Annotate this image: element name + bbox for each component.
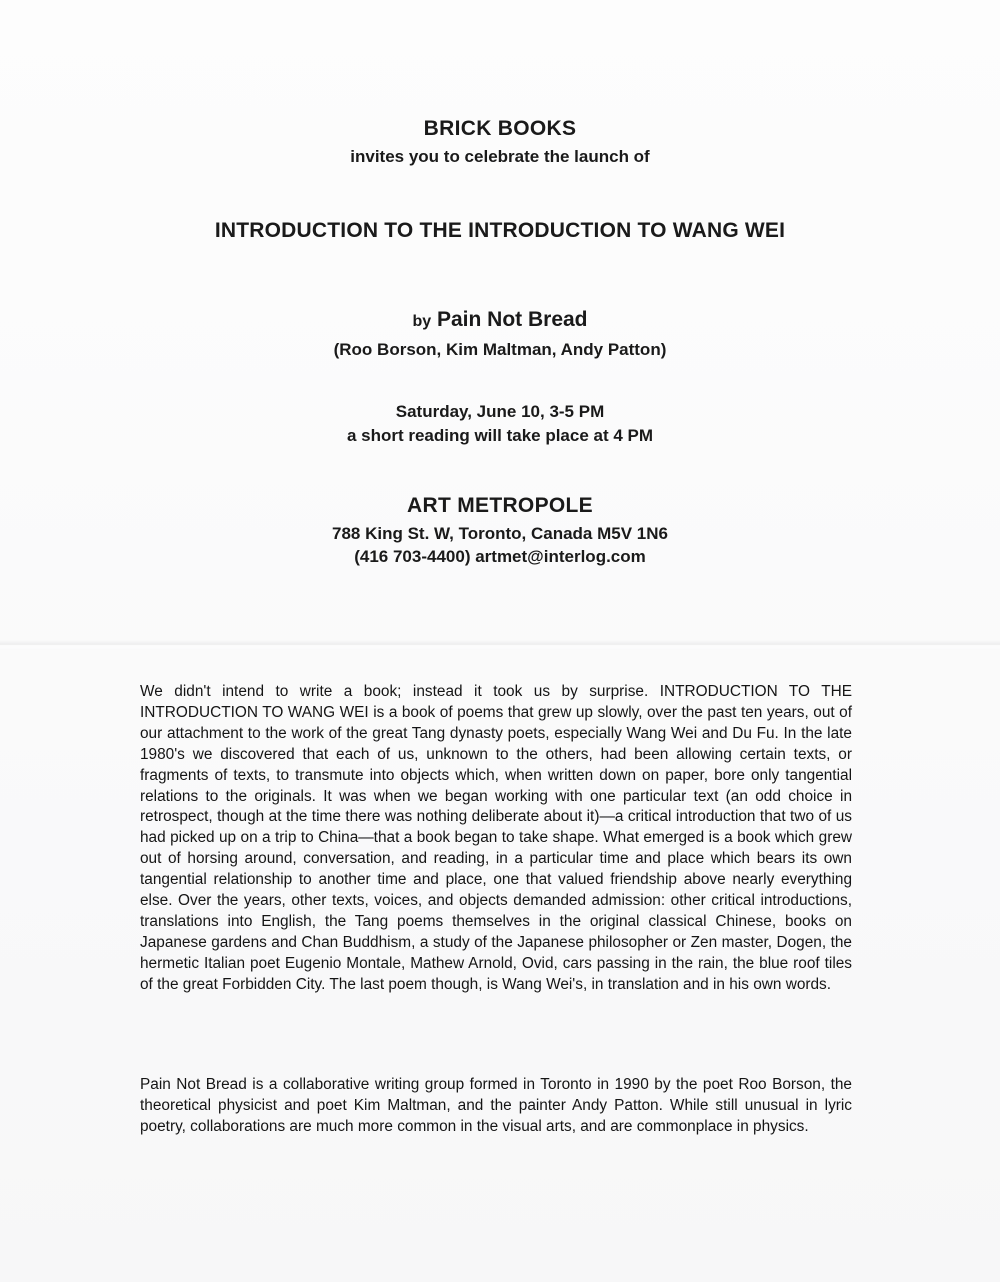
by-word: by — [412, 313, 432, 330]
event-date: Saturday, June 10, 3-5 PM — [395, 402, 605, 421]
group-paragraph: Pain Not Bread is a collaborative writing group formed in Toronto in 1990 by the poet Roo Borson, the theoretical physicist and poet Kim Maltman, and the painter Andy Patton. While still unusual in lyric poetry, collaborations are much more common in the visual arts, and are commonplace in physics. — [140, 1076, 852, 1135]
book-title: INTRODUCTION TO THE INTRODUCTION TO WANG WEI — [214, 219, 786, 242]
venue-contact: (416 703-4400) artmet@interlog.com — [354, 547, 646, 566]
author-group: Pain Not Bread — [436, 308, 588, 331]
description-paragraph: We didn't intend to write a book; instead it took us by surprise. INTRODUCTION TO THE INTRODUCTION TO WANG WEI is a book of poems that grew up slowly, over the past ten years, out of our attachment to the work of the great Tang dynasty poets, especially Wang Wei and Du Fu. In the late 1980's we discovered that each of us, unknown to the others, had been allowing certain texts, or fragments of texts, to transmute into objects which, when written down on paper, bore only tangential relations to the originals. It was when we began working with one particular text (an odd choice in retrospect, though at the time there was nothing deliberate about it)—a critical introduction that two of us had picked up on a trip to China—that a book began to take shape. What emerged is a book which grew out of horsing around, conversation, and reading, in a particular time and place which bears its own tangential relationship to another time and place, one that valued friendship above nearly everything else. Over the years, other texts, voices, and objects demanded admission: other critical introductions, translations into English, the Tang poems themselves in the original classical Chinese, books on Japanese gardens and Chan Buddhism, a study of the Japanese philosopher or Zen master, Dogen, the hermetic Italian poet Eugenio Montale, Mathew Arnold, Ovid, cars passing in the rain, the blue roof tiles of the great Forbidden City. The last poem though, is Wang Wei's, in translation and in his own words. — [140, 683, 852, 993]
author-members: (Roo Borson, Kim Maltman, Andy Patton) — [333, 340, 667, 359]
reading-note: a short reading will take place at 4 PM — [346, 426, 654, 445]
venue-name: ART METROPOLE — [407, 494, 593, 517]
venue-address: 788 King St. W, Toronto, Canada M5V 1N6 — [332, 524, 668, 543]
author-line — [0, 308, 1000, 332]
publisher-name: BRICK BOOKS — [423, 117, 577, 140]
paper-fold — [0, 640, 1000, 650]
invite-line: invites you to celebrate the launch of — [350, 147, 650, 166]
